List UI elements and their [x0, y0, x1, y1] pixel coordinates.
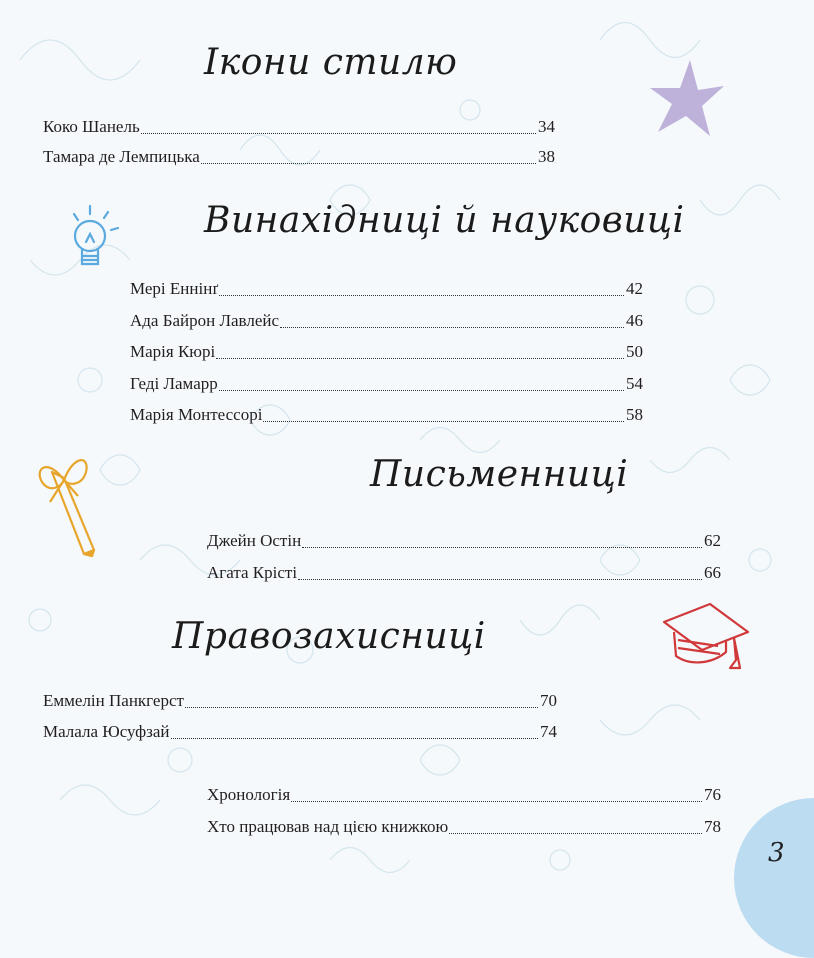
toc-entry-title: Малала Юсуфзай [43, 722, 170, 741]
toc-entry[interactable] [207, 784, 721, 806]
toc-entry[interactable] [207, 816, 721, 838]
toc-entry-title: Марія Монтессорі [130, 405, 263, 424]
toc-leader-dots [201, 162, 536, 164]
toc-entry[interactable] [130, 404, 643, 426]
toc-leader-dots [219, 294, 624, 296]
toc-entry-title: Марія Кюрі [130, 342, 216, 361]
toc-leader-dots [185, 706, 538, 708]
toc-leader-dots [171, 737, 538, 739]
star-icon [648, 56, 726, 140]
lightbulb-icon [66, 198, 128, 276]
toc-entry-title: Коко Шанель [43, 117, 140, 136]
toc-entry-page: 54 [626, 374, 643, 393]
page-number: 3 [768, 838, 785, 868]
toc-entry-title: Мері Еннінґ [130, 279, 219, 298]
graduation-cap-icon [660, 600, 752, 676]
toc-leader-dots [291, 800, 702, 802]
toc-entry-title: Тамара де Лемпицька [43, 147, 200, 166]
toc-entry-page: 62 [704, 531, 721, 550]
section-heading-style-icons: Ікони стилю [204, 42, 458, 83]
toc-entry[interactable] [43, 721, 557, 743]
toc-leader-dots [263, 420, 624, 422]
toc-entry[interactable] [43, 146, 555, 168]
toc-entry[interactable] [130, 278, 643, 300]
toc-entry-page: 46 [626, 311, 643, 330]
toc-entry[interactable] [43, 690, 557, 712]
toc-entry-page: 34 [538, 117, 555, 136]
section-heading-writers: Письменниці [370, 454, 629, 495]
toc-entry-title: Ада Байрон Лавлейс [130, 311, 280, 330]
toc-leader-dots [298, 578, 702, 580]
toc-leader-dots [280, 326, 624, 328]
toc-entry-title: Еммелін Панкгерст [43, 691, 184, 710]
toc-entry-title: Хронологія [207, 785, 291, 804]
toc-entry-title: Джейн Остін [207, 531, 302, 550]
toc-entry-page: 76 [704, 785, 721, 804]
toc-leader-dots [216, 357, 624, 359]
section-heading-human-rights-defenders: Правозахисниці [172, 616, 486, 657]
toc-entry-page: 42 [626, 279, 643, 298]
toc-entry-page: 74 [540, 722, 557, 741]
toc-entry-page: 50 [626, 342, 643, 361]
toc-leader-dots [302, 546, 702, 548]
toc-entry-page: 70 [540, 691, 557, 710]
toc-entry-page: 38 [538, 147, 555, 166]
toc-leader-dots [449, 832, 702, 834]
toc-leader-dots [219, 389, 624, 391]
toc-entry[interactable] [130, 373, 643, 395]
toc-entry[interactable] [43, 116, 555, 138]
pencil-bow-icon [28, 448, 104, 558]
toc-entry-title: Агата Крісті [207, 563, 298, 582]
toc-entry[interactable] [207, 562, 721, 584]
toc-entry[interactable] [207, 530, 721, 552]
toc-entry[interactable] [130, 341, 643, 363]
toc-entry-page: 58 [626, 405, 643, 424]
section-heading-inventors-scientists: Винахідниці й науковиці [204, 200, 685, 241]
toc-entry-title: Хто працював над цією книжкою [207, 817, 449, 836]
toc-entry-page: 66 [704, 563, 721, 582]
toc-entry[interactable] [130, 310, 643, 332]
toc-entry-page: 78 [704, 817, 721, 836]
toc-entry-title: Геді Ламарр [130, 374, 218, 393]
toc-leader-dots [141, 132, 536, 134]
